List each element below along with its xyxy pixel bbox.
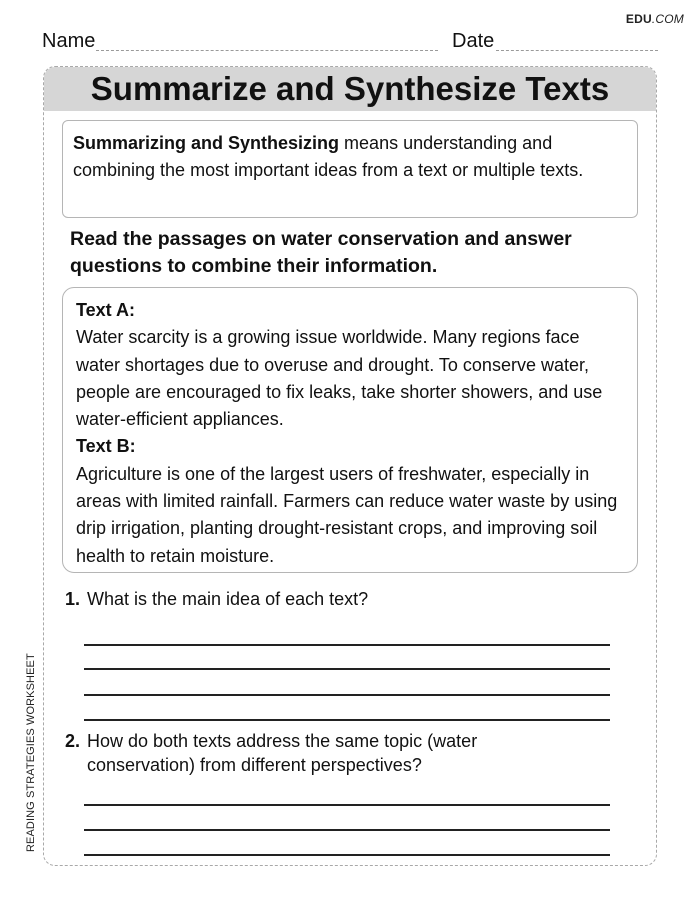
question-1-text: What is the main idea of each text? xyxy=(87,589,369,609)
passage-a-text: Water scarcity is a growing issue worldwide. Many regions face water shortages due to overuse and drought. To conserve water, people are encouraged to fix leaks, take shorter showers, and use water-efficient appliances. xyxy=(76,327,603,430)
answer-line-1a[interactable] xyxy=(84,644,610,646)
question-2-text: How do both texts address the same topic (water conservation) from different perspectives? xyxy=(87,731,478,775)
passage-b-label: Text B: xyxy=(76,436,136,457)
definition-term: Summarizing and Synthesizing xyxy=(73,133,340,153)
date-label: Date xyxy=(452,30,495,52)
passage-box xyxy=(62,287,638,573)
brand-bold: EDU xyxy=(625,12,652,26)
date-field[interactable] xyxy=(496,50,658,51)
name-label: Name xyxy=(42,30,96,52)
answer-line-1b[interactable] xyxy=(84,668,610,670)
name-field[interactable] xyxy=(96,50,438,51)
question-2-number: 2. xyxy=(65,731,81,751)
answer-line-2a[interactable] xyxy=(84,804,610,806)
passage-b-text: Agriculture is one of the largest users of freshwater, especially in areas with limited rainfall. Farmers can reduce water waste by using drip irrigation, planting drought-resistant crops, and improving soil health to retain moisture. xyxy=(76,463,618,566)
question-1 xyxy=(65,587,625,611)
answer-line-1d[interactable] xyxy=(84,719,610,721)
page-title: Summarize and Synthesize Texts xyxy=(90,70,610,107)
answer-line-1c[interactable] xyxy=(84,694,610,696)
answer-line-2b[interactable] xyxy=(84,829,610,831)
definition-box xyxy=(62,120,638,218)
side-label: READING STRATEGIES WORKSHEET xyxy=(25,653,37,852)
passage-a-label: Text A: xyxy=(76,300,136,320)
brand-logo xyxy=(626,12,684,26)
definition-text: means understanding and combining the most important ideas from a text or multiple texts. xyxy=(73,133,584,180)
brand-rest: .COM xyxy=(651,12,684,26)
question-2 xyxy=(65,729,625,777)
answer-line-2c[interactable] xyxy=(84,854,610,856)
question-1-number: 1. xyxy=(65,589,81,609)
instruction: Read the passages on water conservation and answer questions to combine their information. xyxy=(70,228,572,277)
